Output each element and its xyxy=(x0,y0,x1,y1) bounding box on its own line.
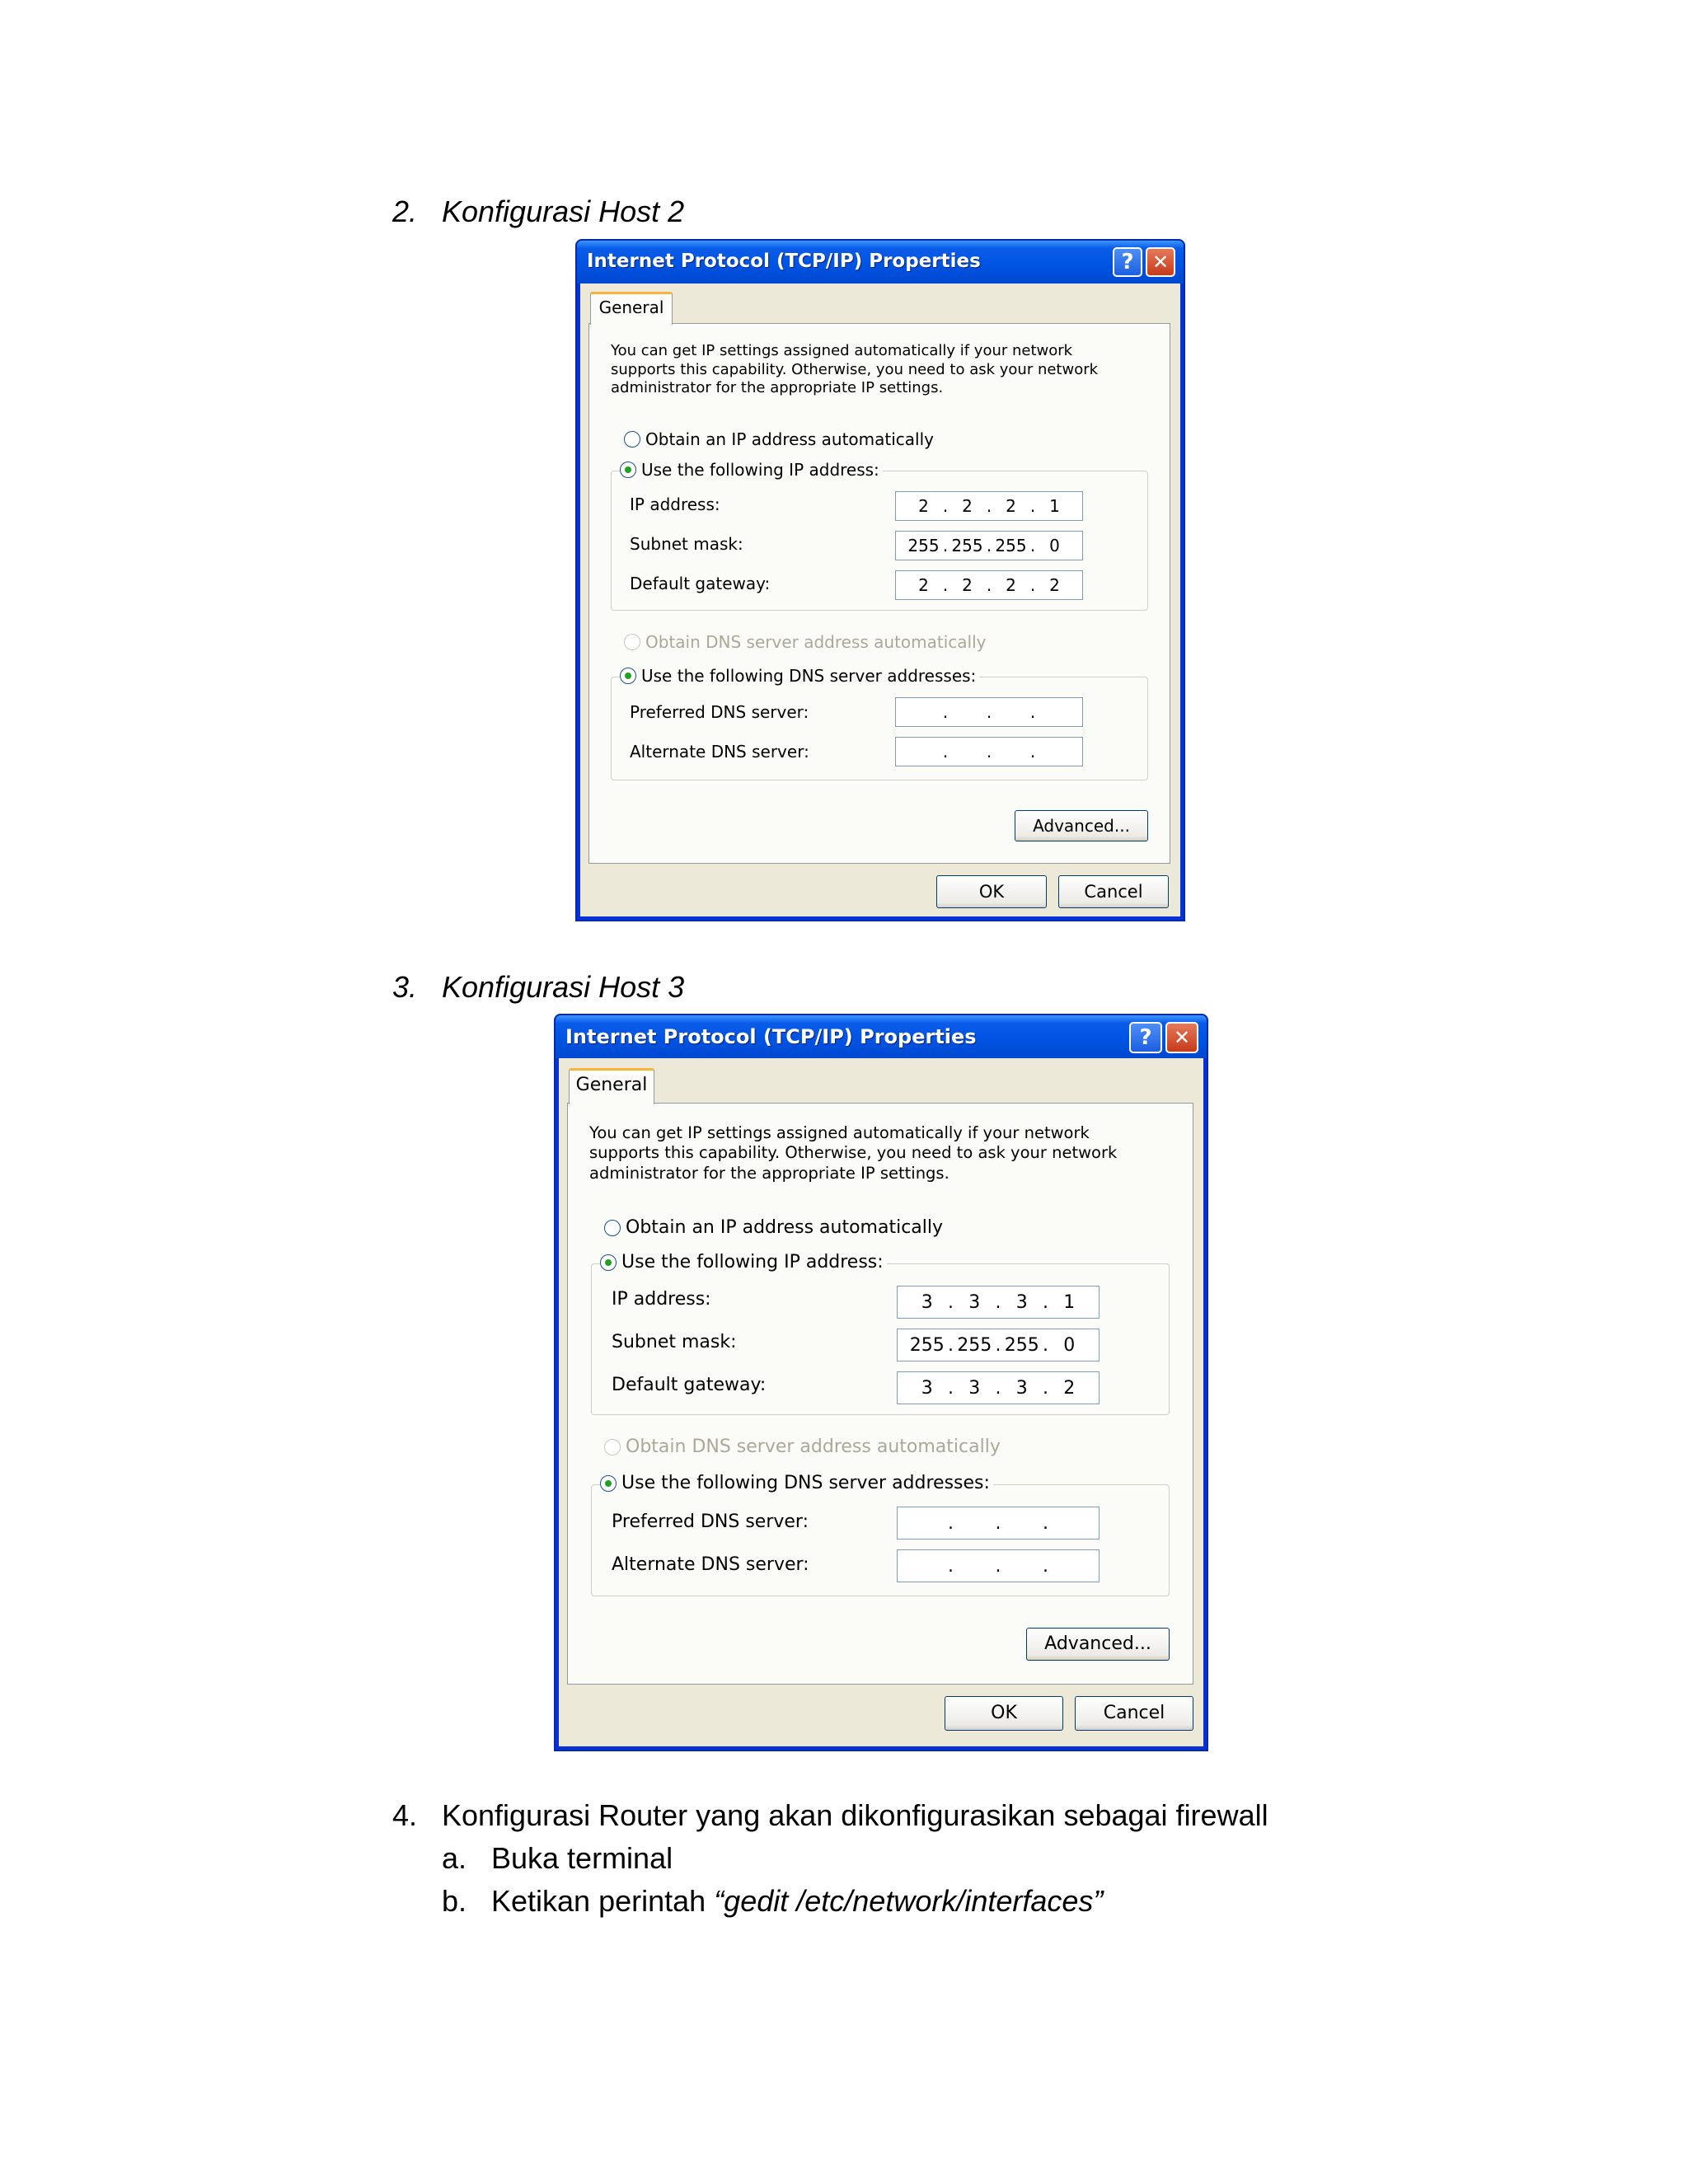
radio-button xyxy=(624,634,640,650)
preferred-dns-field[interactable] xyxy=(895,697,1083,727)
octet-dot: . xyxy=(948,1512,954,1534)
dialog-client xyxy=(559,1058,1203,1746)
octet-dot: . xyxy=(995,1291,1001,1313)
alternate-dns-field[interactable] xyxy=(895,737,1083,766)
advanced-button[interactable]: Advanced... xyxy=(1015,810,1148,841)
alternate-dns-label: Alternate DNS server: xyxy=(612,1554,809,1575)
radio-label: Obtain DNS server address automatically xyxy=(645,632,987,652)
radio-button[interactable] xyxy=(620,668,636,684)
octet-dot: . xyxy=(1043,1512,1048,1534)
octet-dot: . xyxy=(1029,575,1036,595)
step-letter: a. xyxy=(442,1841,467,1875)
section-title: Konfigurasi Host 2 xyxy=(442,194,685,228)
step-text: Ketikan perintah xyxy=(491,1884,715,1918)
default-gateway-label: Default gateway: xyxy=(612,1375,767,1395)
radio-label: Obtain DNS server address automatically xyxy=(626,1436,1001,1457)
cancel-button[interactable]: Cancel xyxy=(1075,1696,1193,1731)
octet: 2 xyxy=(962,575,973,595)
octet: 3 xyxy=(1015,1291,1028,1313)
octet-dot: . xyxy=(942,575,949,595)
octet-dot: . xyxy=(1043,1291,1048,1313)
octet: 255 xyxy=(909,1334,945,1356)
tcpip-dialog-host2 xyxy=(575,239,1185,921)
radio-label: Use the following IP address: xyxy=(621,1252,884,1272)
default-gateway-field[interactable] xyxy=(897,1371,1100,1404)
octet: 0 xyxy=(1063,1334,1076,1356)
dialog-title: Internet Protocol (TCP/IP) Properties xyxy=(587,251,981,272)
ip-address-field[interactable] xyxy=(897,1286,1100,1319)
octet-dot: . xyxy=(995,1555,1001,1577)
section-number: 2. xyxy=(392,194,418,228)
step-text: Konfigurasi Router yang akan dikonfigurasikan sebagai firewall xyxy=(442,1798,1268,1832)
ip-group xyxy=(591,1252,1170,1415)
octet-dot: . xyxy=(995,1377,1001,1399)
octet: 3 xyxy=(921,1291,933,1313)
octet: 2 xyxy=(1063,1377,1076,1399)
octet: 2 xyxy=(1006,496,1016,516)
octet-dot: . xyxy=(942,702,949,722)
octet: 2 xyxy=(962,496,973,516)
general-panel xyxy=(567,1103,1193,1685)
octet-dot: . xyxy=(986,496,992,516)
help-icon[interactable]: ? xyxy=(1129,1022,1162,1053)
radio-label: Obtain an IP address automatically xyxy=(645,429,935,449)
default-gateway-field[interactable] xyxy=(895,570,1083,600)
octet-dot: . xyxy=(986,742,992,762)
help-icon[interactable]: ? xyxy=(1113,247,1142,277)
radio-button xyxy=(604,1439,621,1455)
step-number: 4. xyxy=(392,1798,418,1832)
ip-address-field[interactable] xyxy=(895,491,1083,521)
octet-dot: . xyxy=(942,496,949,516)
radio-label: Use the following DNS server addresses: xyxy=(641,666,977,686)
dns-group xyxy=(611,666,1148,780)
radio-obtain-dns-auto xyxy=(624,632,987,652)
octet-dot: . xyxy=(948,1291,954,1313)
close-icon[interactable]: ✕ xyxy=(1165,1022,1198,1053)
radio-obtain-ip-auto[interactable] xyxy=(604,1217,943,1238)
octet: 2 xyxy=(1006,575,1016,595)
octet: 1 xyxy=(1049,496,1060,516)
dialog-titlebar[interactable] xyxy=(556,1015,1207,1058)
cancel-button[interactable]: Cancel xyxy=(1058,875,1169,908)
dialog-titlebar[interactable] xyxy=(577,241,1184,284)
radio-obtain-ip-auto[interactable] xyxy=(624,429,934,449)
radio-button[interactable] xyxy=(600,1254,617,1271)
tab-general[interactable]: General xyxy=(569,1068,654,1104)
preferred-dns-field[interactable] xyxy=(897,1507,1100,1540)
octet-dot: . xyxy=(986,702,992,722)
octet: 3 xyxy=(968,1291,981,1313)
octet: 255 xyxy=(951,536,983,555)
octet: 3 xyxy=(1015,1377,1028,1399)
octet-dot: . xyxy=(948,1377,954,1399)
ip-address-label: IP address: xyxy=(630,494,720,514)
octet: 2 xyxy=(918,496,929,516)
section-heading-host2 xyxy=(392,194,684,229)
octet-dot: . xyxy=(948,1334,954,1356)
octet-dot: . xyxy=(1029,496,1036,516)
step-4 xyxy=(392,1798,1268,1833)
octet-dot: . xyxy=(986,575,992,595)
dns-group xyxy=(591,1473,1170,1596)
radio-button[interactable] xyxy=(624,431,640,448)
octet: 2 xyxy=(918,575,929,595)
subnet-mask-label: Subnet mask: xyxy=(630,534,743,554)
radio-use-following-dns[interactable] xyxy=(620,666,979,686)
octet-dot: . xyxy=(986,536,992,555)
octet-dot: . xyxy=(942,536,949,555)
octet-dot: . xyxy=(1043,1555,1048,1577)
step-4a xyxy=(442,1841,673,1876)
step-text: Buka terminal xyxy=(491,1841,673,1875)
dialog-client xyxy=(580,284,1180,916)
description-text: You can get IP settings assigned automatically if your network supports this capability. Otherwise, you need to ask your network administrator for the appropriate IP settings. xyxy=(611,342,1099,396)
octet: 3 xyxy=(968,1377,981,1399)
dialog-title: Internet Protocol (TCP/IP) Properties xyxy=(565,1025,977,1048)
step-4b xyxy=(442,1884,1103,1919)
octet: 255 xyxy=(907,536,940,555)
step-letter: b. xyxy=(442,1884,467,1918)
octet-dot: . xyxy=(1029,536,1036,555)
subnet-mask-field[interactable] xyxy=(897,1329,1100,1361)
octet: 2 xyxy=(1049,575,1060,595)
section-heading-host3 xyxy=(392,970,684,1005)
octet-dot: . xyxy=(948,1555,954,1577)
octet-dot: . xyxy=(995,1512,1001,1534)
radio-use-following-ip[interactable] xyxy=(600,1252,887,1272)
ip-group xyxy=(611,460,1148,611)
tcpip-dialog-host3 xyxy=(554,1014,1208,1751)
octet-dot: . xyxy=(942,742,949,762)
octet: 255 xyxy=(995,536,1027,555)
octet: 255 xyxy=(957,1334,992,1356)
preferred-dns-label: Preferred DNS server: xyxy=(612,1511,809,1532)
ok-button[interactable]: OK xyxy=(945,1696,1063,1731)
command-text: “gedit /etc/network/interfaces” xyxy=(714,1884,1104,1918)
tab-general[interactable]: General xyxy=(590,292,673,325)
alternate-dns-label: Alternate DNS server: xyxy=(630,742,809,762)
octet: 1 xyxy=(1063,1291,1076,1313)
radio-use-following-ip[interactable] xyxy=(620,460,883,480)
section-number: 3. xyxy=(392,970,418,1004)
close-icon[interactable]: ✕ xyxy=(1146,247,1175,277)
radio-obtain-dns-auto xyxy=(604,1436,1001,1457)
alternate-dns-field[interactable] xyxy=(897,1549,1100,1582)
octet-dot: . xyxy=(1043,1377,1048,1399)
description-text: You can get IP settings assigned automatically if your network supports this capability. Otherwise, you need to ask your network administrator for the appropriate IP settings. xyxy=(589,1123,1118,1183)
radio-label: Obtain an IP address automatically xyxy=(626,1217,944,1238)
octet: 255 xyxy=(1004,1334,1039,1356)
radio-label: Use the following DNS server addresses: xyxy=(621,1473,990,1493)
octet-dot: . xyxy=(1043,1334,1048,1356)
octet: 3 xyxy=(921,1377,933,1399)
radio-button[interactable] xyxy=(600,1475,617,1492)
subnet-mask-label: Subnet mask: xyxy=(612,1332,737,1352)
radio-button[interactable] xyxy=(604,1220,621,1236)
radio-use-following-dns[interactable] xyxy=(600,1473,993,1493)
octet: 0 xyxy=(1049,536,1060,555)
preferred-dns-label: Preferred DNS server: xyxy=(630,702,809,722)
radio-button[interactable] xyxy=(620,462,636,478)
ok-button[interactable]: OK xyxy=(936,875,1047,908)
advanced-button[interactable]: Advanced... xyxy=(1026,1628,1170,1661)
section-title: Konfigurasi Host 3 xyxy=(442,970,685,1004)
default-gateway-label: Default gateway: xyxy=(630,574,771,593)
radio-label: Use the following IP address: xyxy=(641,460,879,480)
octet-dot: . xyxy=(995,1334,1001,1356)
subnet-mask-field[interactable] xyxy=(895,531,1083,560)
octet-dot: . xyxy=(1029,702,1036,722)
general-panel xyxy=(588,323,1170,864)
ip-address-label: IP address: xyxy=(612,1289,711,1310)
octet-dot: . xyxy=(1029,742,1036,762)
